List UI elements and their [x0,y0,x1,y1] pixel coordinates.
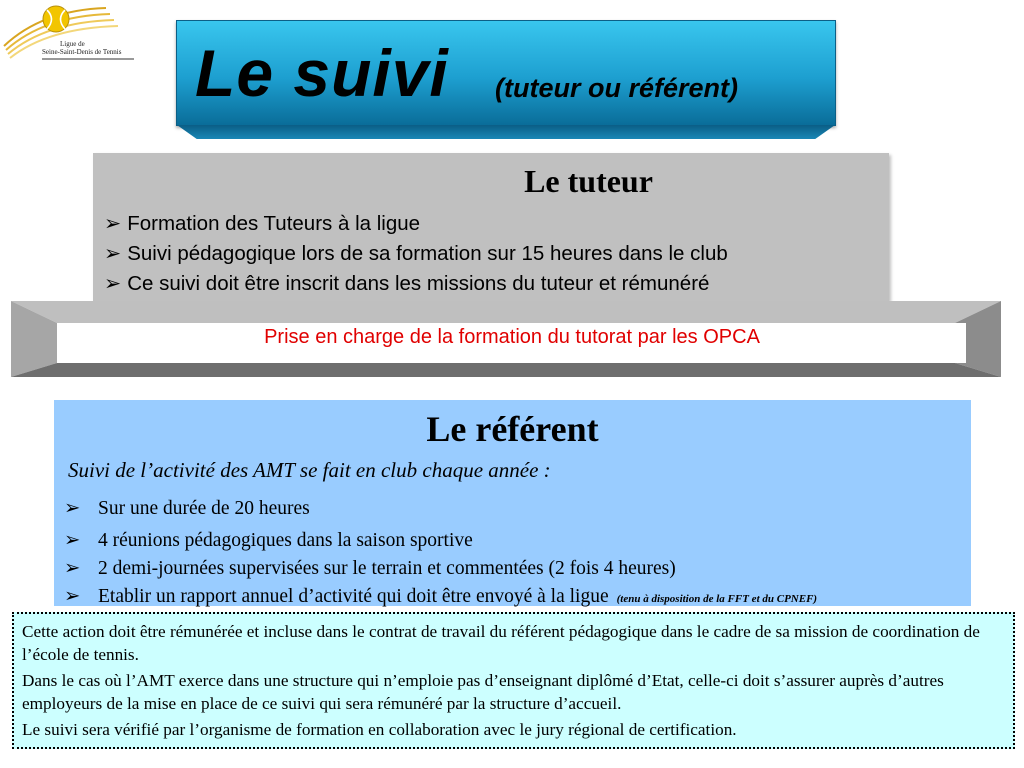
tuteur-item-label: Ce suivi doit être inscrit dans les missions du tuteur et rémunéré [127,272,710,295]
logo-caption [42,40,137,56]
list-item [104,239,728,269]
arrowhead-bullet-icon: ➢ [104,212,122,235]
page-subtitle: (tuteur ou référent) [495,73,738,103]
referent-list [64,495,817,613]
arrowhead-bullet-icon: ➢ [64,498,81,519]
list-item [64,495,817,523]
referent-item-label: Sur une durée de 20 heures [98,498,310,519]
conditions-paragraph-2: Dans le cas où l’AMT exerce dans une structure qui n’emploie pas d’enseignant diplômé d’Etat, celle-ci doit s’assurer auprès d’autres employeurs de la mise en place de ce suivi qui sera rémunéré par la structure d’accueil. [22,671,944,713]
list-item [64,555,817,583]
conditions-paragraph-3: Le suivi sera vérifié par l’organisme de formation en collaboration avec le jury régional de certification. [22,720,737,739]
logo-line-2: Seine-Saint-Denis de Tennis [42,48,122,56]
tuteur-panel [93,153,889,301]
referent-panel [54,400,971,606]
referent-item-label: Etablir un rapport annuel d’activité qui doit être envoyé à la ligue [98,586,609,607]
conditions-box [12,612,1015,749]
list-item [104,269,728,299]
arrowhead-bullet-icon: ➢ [64,558,81,579]
arrowhead-bullet-icon: ➢ [64,530,81,551]
referent-item-label: 2 demi-journées supervisées sur le terrain et commentées (2 fois 4 heures) [98,558,676,579]
title-banner [176,20,836,126]
referent-intro: Suivi de l’activité des AMT se fait en club chaque année : [68,458,551,482]
referent-heading: Le référent [426,409,599,449]
list-item [64,527,817,555]
arrowhead-bullet-icon: ➢ [64,586,81,607]
opca-inner [58,323,966,363]
list-item [104,209,728,239]
referent-note: (tenu à disposition de la FFT et du CPNEF) [616,593,818,605]
league-logo [2,2,134,62]
logo-line-1: Ligue de [60,40,85,48]
conditions-paragraph-1: Cette action doit être rémunérée et incluse dans le contrat de travail du référent pédagogique dans le cadre de sa mission de coordination de l’école de tennis. [22,622,980,664]
tuteur-item-label: Suivi pédagogique lors de sa formation sur 15 heures dans le club [127,242,728,265]
tuteur-list [104,209,728,299]
arrowhead-bullet-icon: ➢ [104,272,122,295]
opca-text: Prise en charge de la formation du tutorat par les OPCA [264,326,760,348]
tuteur-item-label: Formation des Tuteurs à la ligue [127,212,421,235]
page-title: Le suivi [195,36,449,110]
list-item [64,583,817,613]
arrowhead-bullet-icon: ➢ [104,242,122,265]
opca-banner [11,301,1001,377]
tuteur-heading: Le tuteur [524,163,653,199]
referent-item-label: 4 réunions pédagogiques dans la saison sportive [98,530,473,551]
